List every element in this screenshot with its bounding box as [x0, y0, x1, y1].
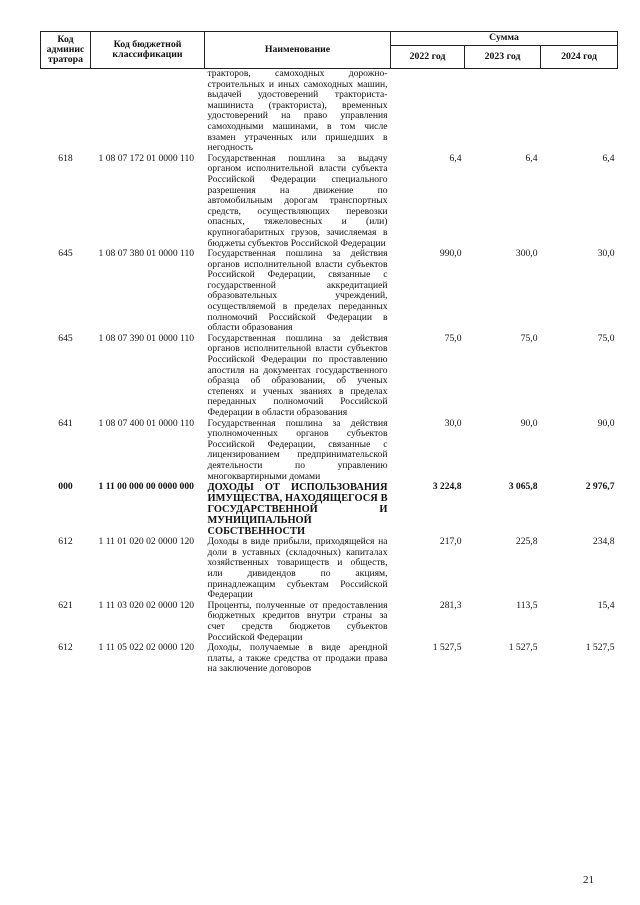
cell-kbk: 1 08 07 400 01 0000 110	[98, 417, 195, 429]
page-number: 21	[583, 874, 594, 886]
cell-sum-2022: 30,0	[444, 417, 462, 429]
cell-sum-2023: 1 527,5	[508, 642, 538, 654]
cell-admin-code: 641	[58, 417, 73, 429]
cell-sum-2023: 90,0	[520, 417, 538, 429]
cell-sum-2024: 1 527,5	[585, 642, 615, 654]
cell-sum-2023: 300,0	[515, 248, 538, 260]
cell-sum-2023: 75,0	[520, 332, 538, 344]
header-admin-code: Код админис тратора	[41, 32, 91, 69]
table-row	[41, 482, 618, 537]
header-name: Наименование	[205, 32, 391, 69]
cell-kbk: 1 08 07 172 01 0000 110	[98, 152, 195, 164]
cell-sum-2022: 990,0	[439, 248, 462, 260]
cell-sum-2023: 225,8	[515, 536, 538, 548]
header-year-2022: 2022 год	[391, 46, 465, 69]
cell-sum-2024: 75,0	[597, 332, 615, 344]
cell-sum-2023: 3 065,8	[508, 481, 538, 493]
cell-code	[41, 69, 91, 154]
table-row	[41, 643, 618, 675]
cell-name: Проценты, полученные от предоставления бюджетных кредитов внутри страны за счет средств бюджетов субъектов Российской Федерации	[207, 599, 388, 643]
cell-kbk	[91, 69, 205, 154]
cell-name: Государственная пошлина за действия органов исполнительной власти субъектов Российской Федерации, связанные с государственной аккредитацией образовательных учреждений, осуществляемой в пределах переданных полномочий Российской Федерации в области образования	[207, 248, 388, 334]
cell-admin-code: 621	[58, 599, 73, 611]
cell-name: тракторов, самоходных дорожно-строительных и иных самоходных машин, выдачей удостоверений тракториста-машиниста (тракториста), временных удостоверений на право управления самоходными машинами, в том числе взамен утраченных или пришедших в негодность	[207, 68, 388, 154]
cell-sum-2024: 15,4	[597, 599, 615, 611]
table-row	[41, 334, 618, 419]
cell-kbk: 1 08 07 390 01 0000 110	[98, 332, 195, 344]
cell-admin-code: 645	[58, 332, 73, 344]
cell-sum-2023: 6,4	[525, 152, 538, 164]
cell-sum-2023: 113,5	[516, 599, 538, 611]
cell-kbk: 1 11 00 000 00 0000 000	[98, 481, 194, 493]
header-year-2024: 2024 год	[541, 46, 618, 69]
cell-sum-2024: 30,0	[597, 248, 615, 260]
cell-name: Государственная пошлина за действия органов исполнительной власти субъектов Российской Федерации по проставлению апостиля на документах государственного образца об образовании, об ученых степенях и ученых званиях в пределах переданных полномочий Российской Федерации в области образования	[207, 332, 388, 418]
cell-admin-code: 612	[58, 536, 73, 548]
table-body	[41, 69, 618, 675]
cell-name: ДОХОДЫ ОТ ИСПОЛЬЗОВАНИЯ ИМУЩЕСТВА, НАХОДЯЩЕГОСЯ В ГОСУДАРСТВЕННОЙ И МУНИЦИПАЛЬНОЙ СОБСТВЕННОСТИ	[207, 482, 388, 538]
cell-name: Государственная пошлина за выдачу органом исполнительной власти субъекта Российской Федерации специального разрешения на движение по автомобильным дорогам транспортных средств, осуществляющих перевозки опасных, тяжеловесных и (или) крупногабаритных грузов, зачисляемая в бюджеты субъектов Российской Федерации	[207, 152, 388, 249]
cell-admin-code: 612	[58, 642, 73, 654]
cell-kbk: 1 08 07 380 01 0000 110	[98, 248, 195, 260]
table-row	[41, 419, 618, 483]
cell-sum-2024: 2 976,7	[585, 481, 615, 493]
cell-admin-code: 645	[58, 248, 73, 260]
cell-kbk: 1 11 05 022 02 0000 120	[98, 642, 195, 654]
table-row	[41, 601, 618, 643]
table-header	[41, 32, 618, 69]
cell-name: Доходы, получаемые в виде арендной платы, а также средства от продажи права на заключение договоров	[207, 642, 388, 675]
cell-sum-2024: 6,4	[602, 152, 615, 164]
cell-kbk: 1 11 03 020 02 0000 120	[98, 599, 195, 611]
cell-sum-2024: 234,8	[592, 536, 615, 548]
cell-kbk: 1 11 01 020 02 0000 120	[98, 536, 195, 548]
continuation-row	[41, 69, 618, 154]
cell-name: Государственная пошлина за действия уполномоченных органов субъектов Российской Федерации, связанные с лицензированием предпринимательской деятельности по управлению многоквартирными домами	[207, 417, 388, 482]
cell-sum-2022: 3 224,8	[432, 481, 462, 493]
cell-admin-code: 618	[58, 152, 73, 164]
header-budget-classification-code: Код бюджетной классификации	[91, 32, 205, 69]
cell-name: Доходы в виде прибыли, приходящейся на доли в уставных (складочных) капиталах хозяйственных товариществ и обществ, или дивидендов по акциям, принадлежащим субъектам Российской Федерации	[207, 536, 388, 601]
cell-sum-2022: 6,4	[449, 152, 462, 164]
table-row	[41, 537, 618, 601]
cell-sum-2022: 281,3	[439, 599, 462, 611]
header-sum: Сумма	[391, 32, 618, 46]
cell-sum-2022: 75,0	[444, 332, 462, 344]
cell-sum-2022: 1 527,5	[432, 642, 462, 654]
cell-sum-2024: 90,0	[597, 417, 615, 429]
budget-revenue-table	[40, 31, 618, 675]
table-row	[41, 154, 618, 249]
cell-sum-2022: 217,0	[439, 536, 462, 548]
table-row	[41, 249, 618, 334]
cell-admin-code: 000	[58, 481, 73, 493]
header-year-2023: 2023 год	[465, 46, 541, 69]
